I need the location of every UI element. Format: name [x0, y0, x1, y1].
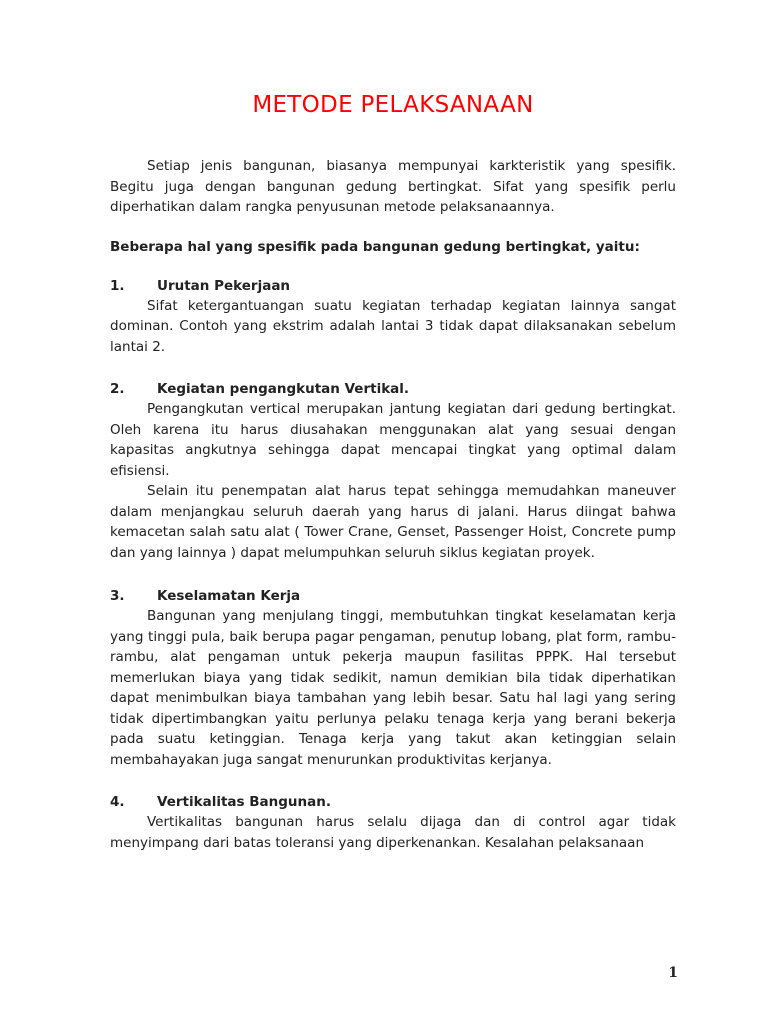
section-heading — [110, 586, 676, 606]
section-1 — [110, 276, 676, 358]
section-heading — [110, 792, 676, 812]
section-title: Keselamatan Kerja — [157, 588, 301, 604]
page-title: METODE PELAKSANAAN — [252, 92, 534, 118]
section-paragraph: Bangunan yang menjulang tinggi, membutuhkan tingkat keselamatan kerja yang tinggi pula, baik berupa pagar pengaman, penutup lobang, plat form, rambu-rambu, alat pengaman untuk pekerja maupun fasilitas PPPK. Hal tersebut memerlukan biaya yang tidak sedikit, namun demikian bila tidak diperhatikan dapat menimbulkan biaya tambahan yang lebih besar. Satu hal lagi yang sering tidak dipertimbangkan yaitu perlunya pelaku tenaga kerja yang berani bekerja pada suatu ketinggian. Tenaga kerja yang takut akan ketinggian selain membahayakan juga sangat menurunkan produktivitas kerjanya. — [110, 608, 676, 768]
section-paragraph: Sifat ketergantuangan suatu kegiatan terhadap kegiatan lainnya sangat dominan. Contoh yang ekstrim adalah lantai 3 tidak dapat dilaksanakan sebelum lantai 2. — [110, 297, 676, 355]
section-number: 1. — [110, 277, 125, 294]
section-paragraph: Vertikalitas bangunan harus selalu dijaga dan di control agar tidak menyimpang dari batas toleransi yang diperkenankan. Kesalahan pelaksanaan — [110, 814, 676, 851]
section-title: Urutan Pekerjaan — [157, 277, 291, 294]
section-number: 2. — [110, 381, 125, 397]
page-number: 1 — [668, 965, 678, 981]
section-number: 4. — [110, 794, 125, 810]
section-2 — [110, 379, 676, 563]
section-paragraph: Selain itu penempatan alat harus tepat sehingga memudahkan maneuver dalam menjangkau seluruh daerah yang harus di jalani. Harus diingat bahwa kemacetan salah satu alat ( Tower Crane, Genset, Passenger Hoist, Concrete pump dan yang lainnya ) dapat melumpuhkan seluruh siklus kegiatan proyek. — [110, 483, 676, 561]
section-paragraph: Pengangkutan vertical merupakan jantung kegiatan dari gedung bertingkat. Oleh karena itu harus diusahakan menggunakan alat yang sesuai dengan kapasitas angkutnya sehingga dapat mencapai tingkat yang optimal dalam efisiensi. — [110, 401, 676, 479]
intro-paragraph: Setiap jenis bangunan, biasanya mempunyai karkteristik yang spesifik. Begitu juga dengan bangunan gedung bertingkat. Sifat yang spesifik perlu diperhatikan dalam rangka penyusunan metode pelaksanaannya. — [110, 158, 676, 215]
section-4 — [110, 792, 676, 853]
section-3 — [110, 586, 676, 770]
section-title: Kegiatan pengangkutan Vertikal. — [157, 381, 410, 397]
section-heading — [110, 276, 676, 296]
document-body — [110, 156, 676, 853]
section-heading — [110, 379, 676, 399]
section-title: Vertikalitas Bangunan. — [157, 794, 331, 810]
section-number: 3. — [110, 588, 125, 604]
lead-sentence: Beberapa hal yang spesifik pada bangunan gedung bertingkat, yaitu: — [110, 238, 640, 255]
